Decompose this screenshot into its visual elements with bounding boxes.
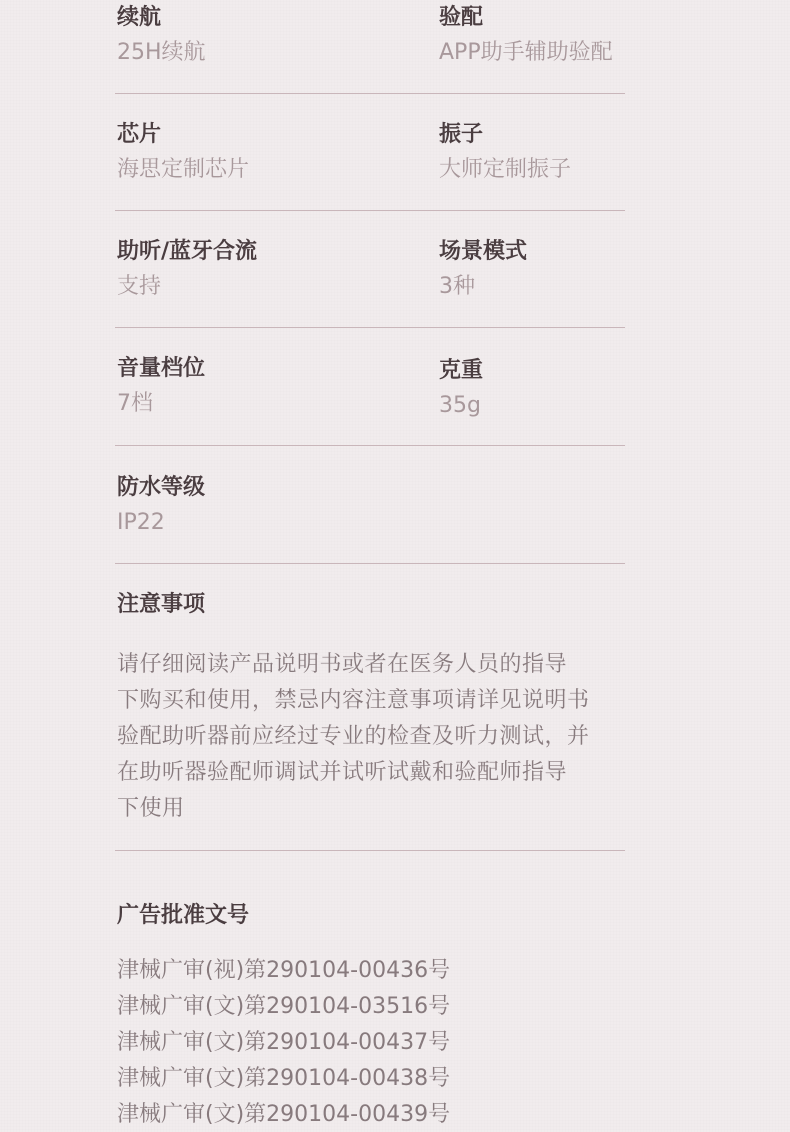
spec-value: 25H续航: [117, 40, 206, 65]
spec-label: 续航: [117, 5, 162, 30]
approval-number: 津械广审(文)第290104-00438号: [117, 1066, 451, 1091]
approval-title: 广告批准文号: [117, 903, 250, 928]
approval-number: 津械广审(文)第290104-00437号: [117, 1030, 451, 1055]
spec-label: 助听/蓝牙合流: [117, 239, 258, 264]
spec-label: 场景模式: [439, 239, 528, 264]
spec-label: 振子: [439, 122, 484, 147]
divider: [115, 93, 625, 94]
notice-line: 请仔细阅读产品说明书或者在医务人员的指导: [117, 652, 568, 677]
approval-number: 津械广审(视)第290104-00436号: [117, 958, 451, 983]
divider: [115, 563, 625, 564]
spec-label: 验配: [439, 5, 484, 30]
spec-label: 防水等级: [117, 475, 206, 500]
spec-label: 芯片: [117, 122, 162, 147]
spec-value: 3种: [439, 274, 475, 299]
notice-title: 注意事项: [117, 592, 206, 617]
spec-value: APP助手辅助验配: [439, 40, 613, 65]
spec-value: 大师定制振子: [439, 157, 572, 182]
divider: [115, 445, 625, 446]
divider: [115, 327, 625, 328]
divider: [115, 850, 625, 851]
approval-number: 津械广审(文)第290104-03516号: [117, 994, 451, 1019]
approval-number: 津械广审(文)第290104-00439号: [117, 1102, 451, 1127]
notice-line: 下使用: [117, 796, 185, 821]
spec-label: 音量档位: [117, 356, 206, 381]
spec-value: 7档: [117, 391, 153, 416]
notice-line: 下购买和使用，禁忌内容注意事项请详见说明书: [117, 688, 590, 713]
notice-line: 在助听器验配师调试并试听试戴和验配师指导: [117, 760, 568, 785]
spec-value: 35g: [439, 393, 481, 418]
spec-value: 支持: [117, 274, 162, 299]
divider: [115, 210, 625, 211]
spec-value: 海思定制芯片: [117, 157, 250, 182]
spec-value: IP22: [117, 510, 165, 535]
notice-line: 验配助听器前应经过专业的检查及听力测试，并: [117, 724, 590, 749]
spec-label: 克重: [439, 358, 484, 383]
